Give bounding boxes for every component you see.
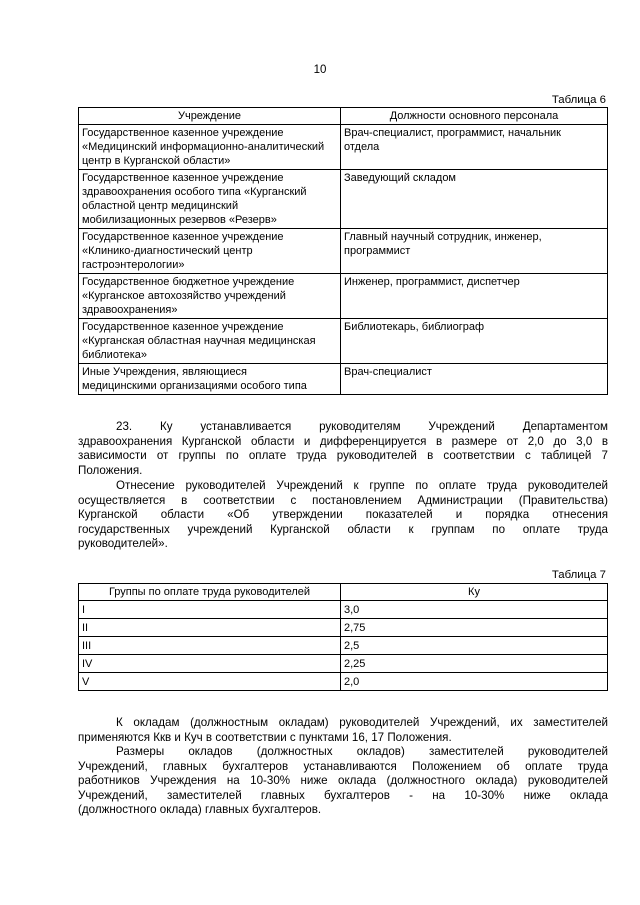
table6-row xyxy=(79,229,608,274)
page-number: 10 xyxy=(313,64,327,76)
institution-line: здравоохранения» xyxy=(82,304,178,316)
table6-row xyxy=(79,364,608,395)
table7-row xyxy=(79,601,608,619)
institution-line: центр в Курганской области» xyxy=(82,155,231,167)
institution-line: гастроэнтерологии» xyxy=(82,259,185,271)
paragraph-line: государственных учреждений Курганской области к группам по оплате труда xyxy=(78,522,608,536)
positions-line: Библиотекарь, библиограф xyxy=(344,321,485,333)
institution-line: Государственное казенное учреждение xyxy=(82,231,284,243)
paragraph-line: Размеры окладов (должностных окладов) заместителей руководителей xyxy=(116,745,608,758)
positions-cell xyxy=(341,319,608,364)
table6-row xyxy=(79,125,608,170)
table6-row xyxy=(79,170,608,229)
paragraph-assignment xyxy=(78,479,608,552)
ku-cell: 2,25 xyxy=(341,655,608,673)
paragraph-line: Курганской области «Об утверждении показателей и порядка отнесения xyxy=(78,508,608,522)
positions-cell xyxy=(341,364,608,395)
table7-header-row xyxy=(79,584,608,601)
institution-line: здравоохранения особого типа «Курганский xyxy=(82,186,307,198)
table7-header-ku: Ку xyxy=(341,584,608,601)
paragraph-salary xyxy=(78,716,608,745)
table6-header-row xyxy=(79,108,608,125)
positions-line: Врач-специалист xyxy=(344,366,432,378)
table7-row xyxy=(79,619,608,637)
institution-cell xyxy=(79,319,341,364)
table7-row xyxy=(79,673,608,691)
table7-caption: Таблица 7 xyxy=(551,569,606,581)
institution-cell xyxy=(79,170,341,229)
paragraph-line: работников Учреждения на 10-30% ниже оклада (должностного оклада) руководителей xyxy=(78,774,608,788)
paragraph-line: К окладам (должностным окладам) руководителей Учреждений, их заместителей xyxy=(116,716,608,729)
positions-cell xyxy=(341,125,608,170)
table7-row xyxy=(79,655,608,673)
institution-line: «Клинико-диагностический центр xyxy=(82,245,253,257)
table7-row xyxy=(79,637,608,655)
positions-cell xyxy=(341,170,608,229)
institution-cell xyxy=(79,125,341,170)
institution-line: мобилизационных резервов «Резерв» xyxy=(82,214,277,226)
table6 xyxy=(78,107,608,395)
paragraph-line: (должностного оклада) главных бухгалтеров. xyxy=(78,803,322,817)
positions-line: отдела xyxy=(344,141,380,153)
positions-line: Врач-специалист, программист, начальник xyxy=(344,127,561,139)
institution-cell xyxy=(79,229,341,274)
institution-line: библиотека» xyxy=(82,349,148,361)
paragraph-line: осуществляется в соответствии с постановлением Администрации (Правительства) xyxy=(78,493,608,507)
group-cell: IV xyxy=(79,655,341,673)
paragraph-line: Отнесение руководителей Учреждений к группе по оплате труда руководителей xyxy=(116,479,608,492)
institution-line: Государственное казенное учреждение xyxy=(82,172,284,184)
ku-cell: 2,75 xyxy=(341,619,608,637)
table6-header-institution: Учреждение xyxy=(79,108,341,125)
table7 xyxy=(78,583,608,691)
paragraph-line: Положения. xyxy=(78,463,143,477)
ku-cell: 2,0 xyxy=(341,673,608,691)
table6-row xyxy=(79,319,608,364)
positions-line: Главный научный сотрудник, инженер, xyxy=(344,231,542,243)
positions-cell xyxy=(341,229,608,274)
paragraph-line: применяются Ккв и Куч в соответствии с пунктами 16, 17 Положения. xyxy=(78,730,452,744)
table6-header-positions: Должности основного персонала xyxy=(341,108,608,125)
paragraph-deputies xyxy=(78,745,608,818)
institution-line: «Медицинский информационно-аналитический xyxy=(82,141,325,153)
institution-line: Иные Учреждения, являющиеся xyxy=(82,366,248,378)
institution-line: Государственное казенное учреждение xyxy=(82,127,284,139)
ku-cell: 3,0 xyxy=(341,601,608,619)
positions-line: Заведующий складом xyxy=(344,172,456,184)
table7-header-group: Группы по оплате труда руководителей xyxy=(79,584,341,601)
positions-line: Инженер, программист, диспетчер xyxy=(344,276,520,288)
paragraph-line: Учреждений, главных бухгалтеров устанавливаются Положением об оплате труда xyxy=(78,759,608,773)
paragraph-line: 23. Ку устанавливается руководителям Учреждений Департаментом xyxy=(116,420,608,433)
paragraph-line: здравоохранения Курганской области и дифференцируется в размере от 2,0 до 3,0 в xyxy=(78,434,608,448)
group-cell: V xyxy=(79,673,341,691)
institution-cell xyxy=(79,364,341,395)
paragraph-line: Учреждений, заместителей главных бухгалтеров - на 10-30% ниже оклада xyxy=(78,788,608,802)
institution-line: областной центр медицинский xyxy=(82,200,239,212)
positions-line: программист xyxy=(344,245,411,257)
paragraph-line: руководителей». xyxy=(78,537,168,551)
institution-line: Государственное казенное учреждение xyxy=(82,321,284,333)
group-cell: I xyxy=(79,601,341,619)
group-cell: II xyxy=(79,619,341,637)
table6-caption: Таблица 6 xyxy=(551,94,606,106)
institution-cell xyxy=(79,274,341,319)
paragraph-line: зависимости от группы по оплате труда руководителей в соответствии с таблицей 7 xyxy=(78,449,608,463)
ku-cell: 2,5 xyxy=(341,637,608,655)
table6-row xyxy=(79,274,608,319)
institution-line: Государственное бюджетное учреждение xyxy=(82,276,295,288)
institution-line: медицинскими организациями особого типа xyxy=(82,380,307,392)
institution-line: «Курганское автохозяйство учреждений xyxy=(82,290,286,302)
institution-line: «Курганская областная научная медицинская xyxy=(82,335,316,347)
group-cell: III xyxy=(79,637,341,655)
paragraph-23 xyxy=(78,420,608,478)
positions-cell xyxy=(341,274,608,319)
